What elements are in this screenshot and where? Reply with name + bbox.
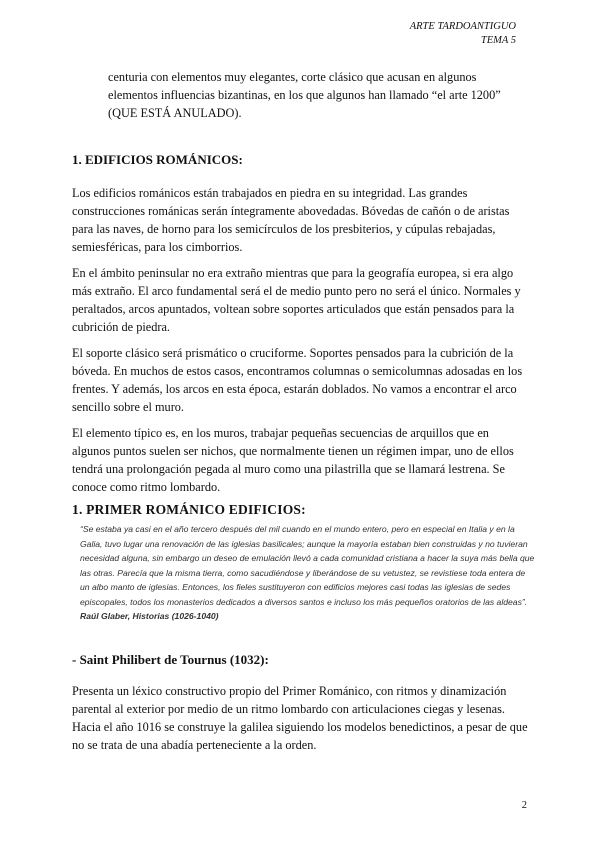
paragraph-1: Los edificios románicos están trabajados en piedra en su integridad. Las grandes construcciones románicas serán íntegramente abovedadas. Bóvedas de cañón o de aristas para las naves, de horno para los semicírculos de los presbiterios, y cúpulas rebajadas, semiesféricas, para los cimborrios. [72, 186, 510, 254]
paragraph-2: En el ámbito peninsular no era extraño mientras que para la geografía europea, si era algo más extraño. El arco fundamental será el de medio punto pero no será el único. Normales y peraltados, arcos apuntados, voltean sobre soportes articulados que están pensados para la cubrición de piedra. [72, 266, 521, 334]
header-course-title: ARTE TARDOANTIGUO [409, 21, 516, 32]
section-heading-edificios-romanicos: 1. EDIFICIOS ROMÁNICOS: [72, 152, 243, 167]
page-number: 2 [521, 800, 527, 811]
intro-paragraph: centuria con elementos muy elegantes, corte clásico que acusan en algunos elementos influencias bizantinas, en los que algunos han llamado “el arte 1200” (QUE ESTÁ ANULADO). [108, 70, 501, 120]
running-header [410, 20, 516, 48]
quote-text: “Se estaba ya casi en el año tercero después del mil cuando en el mundo entero, pero en especial en Italia y en la Galia, tuvo lugar una renovación de las iglesias basilicales; aunque la mayoría estaban bien construidas y no tuvieran necesidad alguna, sin embargo un deseo de emulación llevó a cada comunidad cristiana a hacer la suya más bella que las otras. Parecía que la misma tierra, como sacudiéndose y liberándose de su vetustez, se revistiese toda entera de un albo manto de iglesias. Entonces, los fieles sustituyeron con edificios mejores casi todas las iglesias de sedes episcopales, todos los monasterios dedicados a diversos santos e incluso los más pequeños oratorios de las aldeas”. [80, 524, 535, 607]
quote-source: Raúl Glaber, Historias (1026-1040) [80, 611, 219, 621]
paragraph-3: El soporte clásico será prismático o cruciforme. Soportes pensados para la cubrición de la bóveda. En muchos de estos casos, encontramos columnas o semicolumnas adosadas en los frentes. Y además, los arcos en esta época, estarán doblados. No vamos a encontrar el arco sencillo sobre el muro. [72, 346, 523, 414]
quote-block [80, 522, 535, 624]
section-heading-primer-romanico: 1. PRIMER ROMÁNICO EDIFICIOS: [72, 502, 306, 517]
paragraph-saint-philibert: Presenta un léxico constructivo propio del Primer Románico, con ritmos y dinamización parental al exterior por medio de un ritmo lombardo con articulaciones ciegas y lesenas. Hacia el año 1016 se construye la galilea siguiendo los modelos benedictinos, a pesar de que no se trata de una abadía perteneciente a la orden. [72, 684, 528, 752]
paragraph-4: El elemento típico es, en los muros, trabajar pequeñas secuencias de arquillos que en algunos puntos suelen ser nichos, que normalmente tienen un régimen impar, uno de ellos tendrá una prolongación pegada al muro como una pilastrilla que se llamará lestrena. Se conoce como ritmo lombardo. [72, 426, 514, 494]
header-topic: TEMA 5 [480, 35, 516, 46]
subheading-saint-philibert: - Saint Philibert de Tournus (1032): [72, 652, 269, 667]
